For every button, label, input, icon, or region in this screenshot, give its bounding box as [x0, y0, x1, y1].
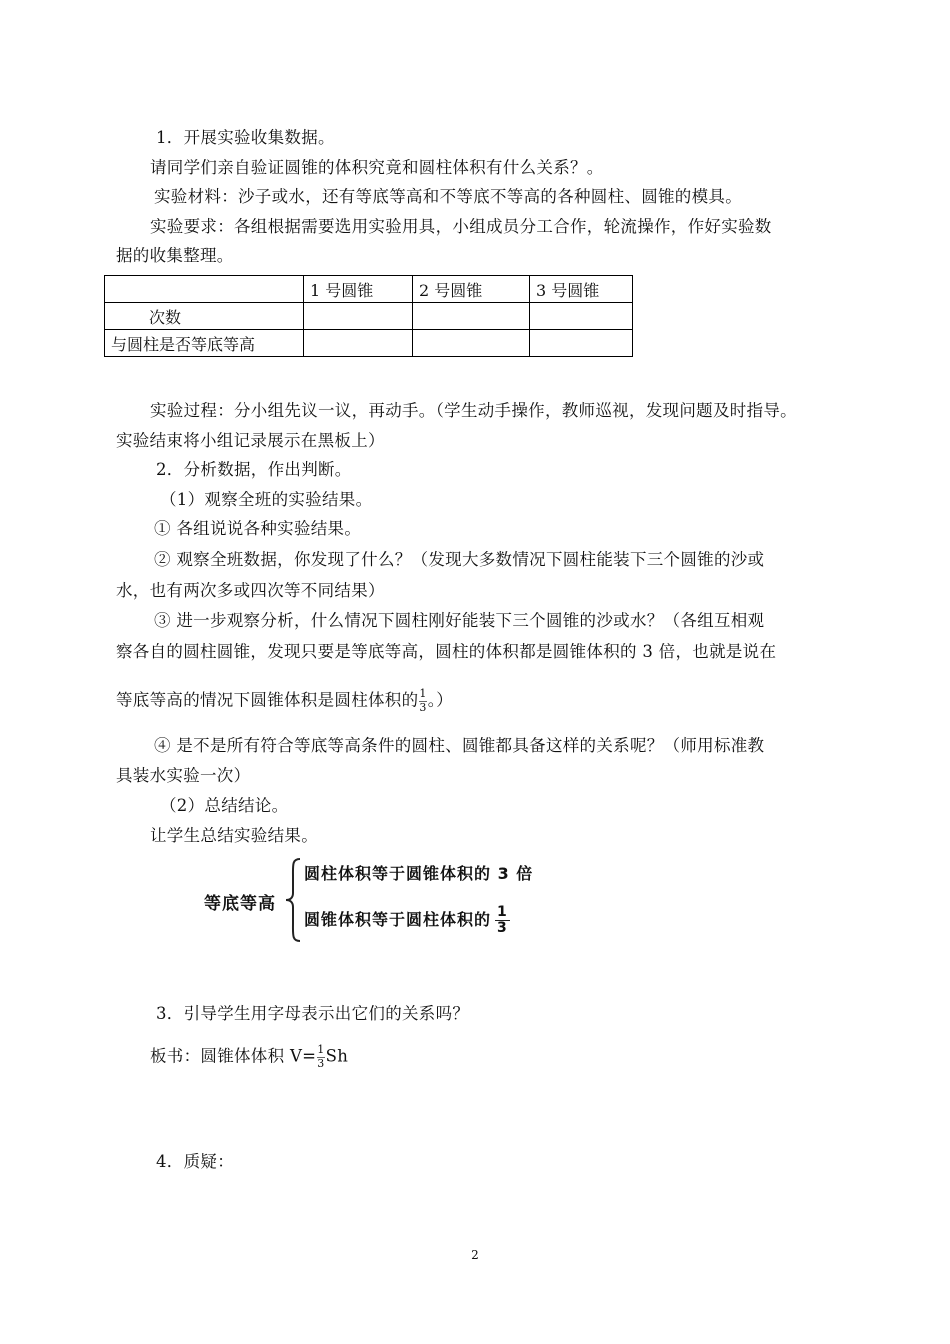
item-1: ① 各组说说各种实验结果。 [154, 519, 362, 538]
table-cell [304, 303, 413, 330]
curly-brace-icon [284, 857, 302, 943]
item-3-text: 等底等高的情况下圆锥体积是圆柱体积的 [116, 690, 419, 710]
item-2-line2: 水，也有两次多或四次等不同结果） [116, 581, 385, 600]
figure-line-cylinder: 圆柱体积等于圆锥体积的 3 倍 [304, 864, 534, 883]
paragraph-requirements-line1: 实验要求：各组根据需要选用实验用具，小组成员分工合作，轮流操作，作好实验数 [150, 217, 772, 236]
table-cell [413, 303, 530, 330]
figure-fraction [495, 905, 510, 936]
conclusion-figure [198, 855, 558, 945]
fraction-denominator: 3 [419, 701, 427, 714]
board-formula-tail: Sh [325, 1046, 349, 1066]
figure-fraction-denominator: 3 [497, 920, 508, 936]
fraction-numerator: 1 [419, 687, 427, 700]
table-row-label: 与圆柱是否等底等高 [105, 330, 304, 357]
heading-step-4: 4．质疑： [156, 1152, 234, 1171]
table-cell [413, 330, 530, 357]
item-3-line2: 察各自的圆柱圆锥，发现只要是等底等高，圆柱的体积都是圆锥体积的 3 倍，也就是说在 [116, 642, 777, 661]
table-row [105, 303, 633, 330]
item-3-line1: ③ 进一步观察分析，什么情况下圆柱刚好能装下三个圆锥的沙或水？（各组互相观 [154, 611, 765, 630]
fraction-one-third [419, 688, 426, 714]
figure-line-cone-text: 圆锥体积等于圆柱体积的 [304, 910, 492, 929]
item-3-tail: 。） [427, 690, 454, 710]
paragraph-prompt: 请同学们亲自验证圆锥的体积究竟和圆柱体积有什么关系？。 [150, 158, 604, 177]
table-header-cell: 3 号圆锥 [530, 276, 633, 303]
item-4-line1: ④ 是不是所有符合等底等高条件的圆柱、圆锥都具备这样的关系呢？（师用标准教 [154, 736, 765, 755]
item-2-line1: ② 观察全班数据，你发现了什么？（发现大多数情况下圆柱能装下三个圆锥的沙或 [154, 550, 765, 569]
table-header-row [105, 276, 633, 303]
table-header-cell [105, 276, 304, 303]
paragraph-process-line2: 实验结束将小组记录展示在黑板上） [116, 431, 385, 450]
page-number: 2 [471, 1248, 479, 1262]
formula-fraction-numerator: 1 [317, 1043, 325, 1056]
heading-step-2: 2．分析数据，作出判断。 [156, 460, 352, 479]
item-3-line3 [116, 688, 453, 714]
subheading-observe: （1）观察全班的实验结果。 [160, 490, 373, 509]
formula-fraction [317, 1044, 324, 1070]
table-row-label: 次数 [105, 303, 304, 330]
subheading-conclusion: （2）总结结论。 [160, 796, 289, 815]
figure-fraction-numerator: 1 [497, 904, 508, 920]
paragraph-requirements-line2: 据的收集整理。 [116, 246, 234, 265]
paragraph-materials: 实验材料：沙子或水，还有等底等高和不等底不等高的各种圆柱、圆锥的模具。 [154, 187, 742, 206]
figure-lead-label: 等底等高 [204, 894, 276, 914]
heading-step-3: 3．引导学生用字母表示出它们的关系吗？ [156, 1004, 470, 1023]
board-formula [150, 1044, 348, 1070]
table-cell [530, 330, 633, 357]
formula-fraction-denominator: 3 [317, 1057, 325, 1070]
figure-line-cone [304, 905, 510, 936]
table-cell [530, 303, 633, 330]
paragraph-summarize: 让学生总结实验结果。 [150, 826, 318, 845]
heading-step-1: 1．开展实验收集数据。 [156, 128, 335, 147]
item-4-line2: 具装水实验一次） [116, 766, 251, 785]
table-header-cell: 2 号圆锥 [413, 276, 530, 303]
experiment-table [104, 275, 633, 357]
table-header-cell: 1 号圆锥 [304, 276, 413, 303]
table-cell [304, 330, 413, 357]
board-formula-text: 板书：圆锥体体积 V= [150, 1046, 317, 1066]
table-row [105, 330, 633, 357]
paragraph-process-line1: 实验过程：分小组先议一议，再动手。（学生动手操作，教师巡视，发现问题及时指导。 [150, 401, 797, 420]
